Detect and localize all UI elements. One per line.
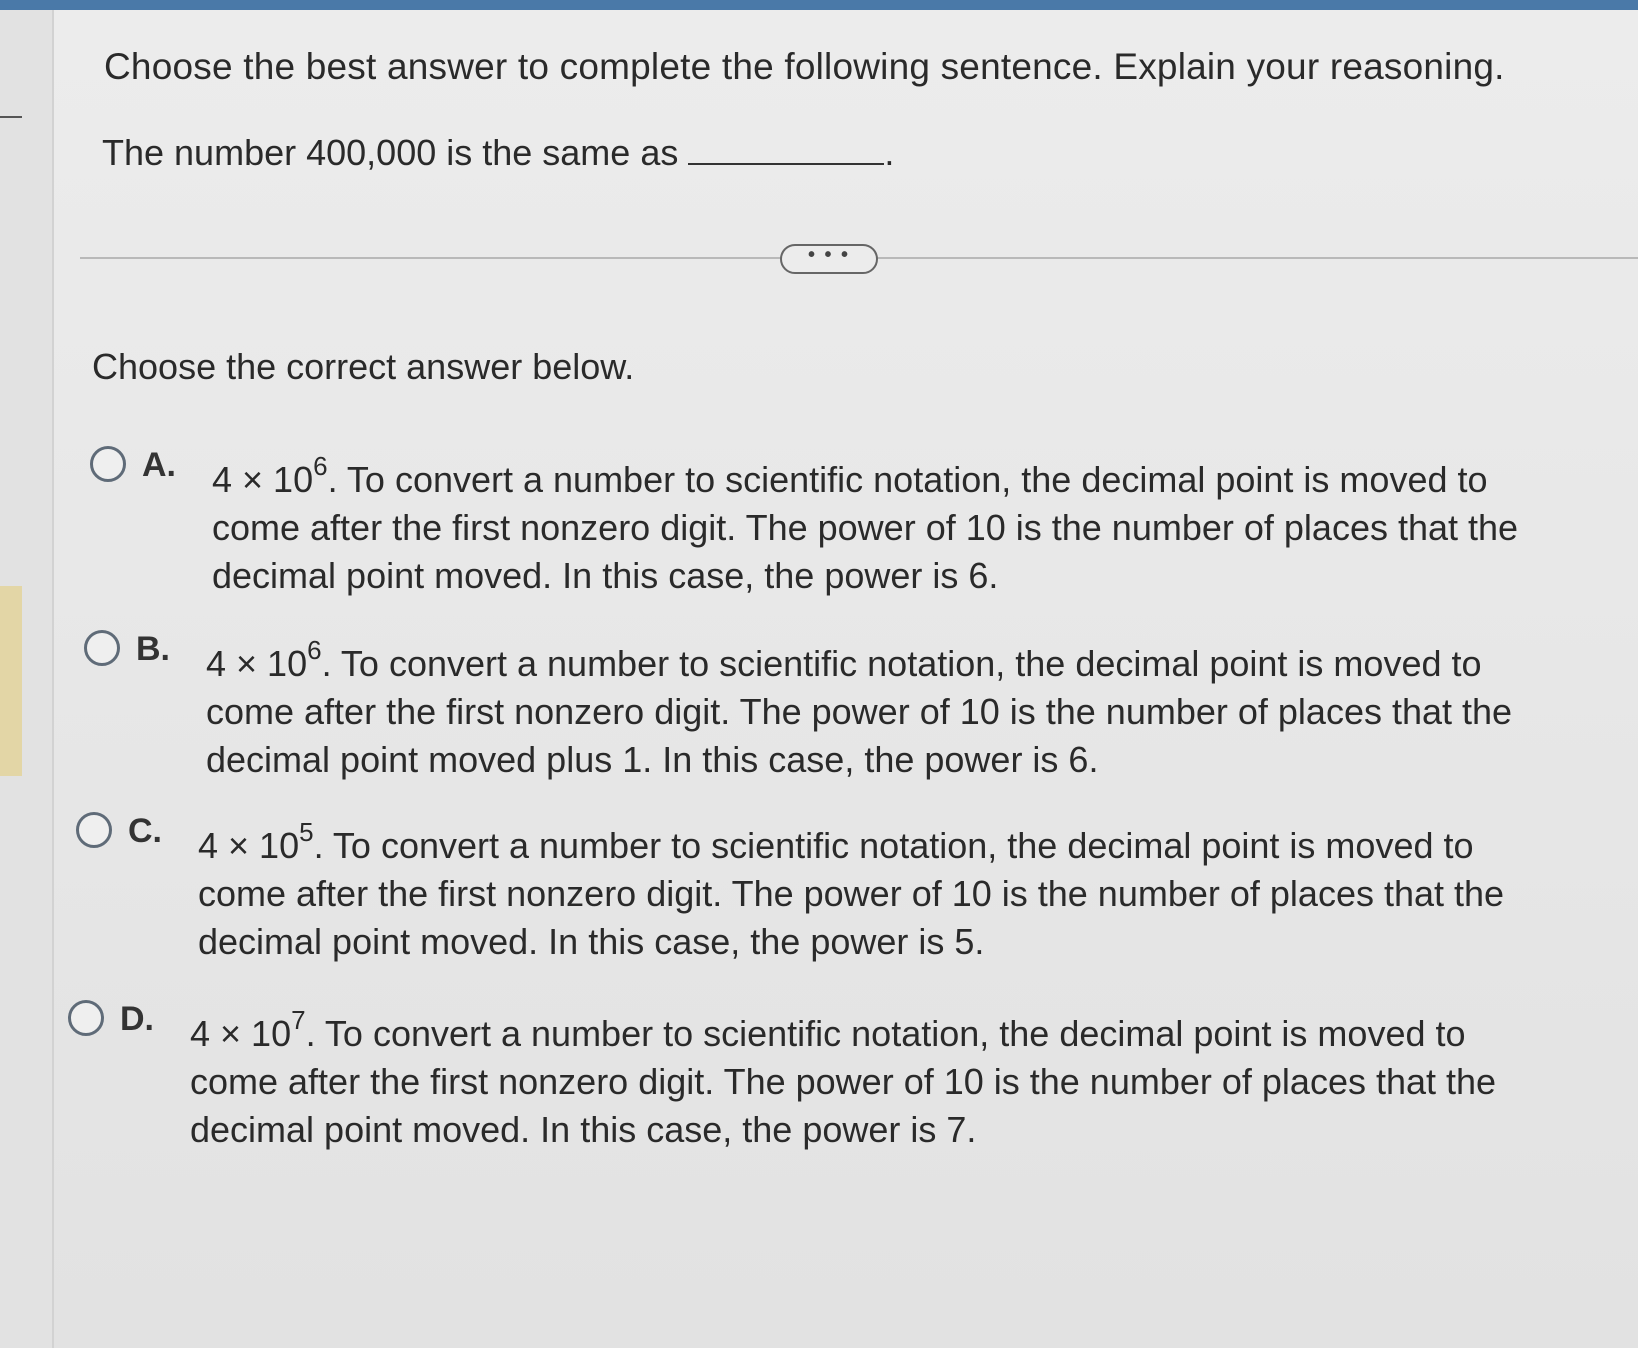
question-title: Choose the best answer to complete the following sentence. Explain your reasoning.	[104, 46, 1505, 87]
option-explanation: . To convert a number to scientific notation, the decimal point is moved to come after the first nonzero digit. The power of 10 is the number of places that the decimal point moved. In this case, the power is 6.	[212, 459, 1519, 596]
left-gutter	[0, 10, 54, 1348]
math-expression	[206, 635, 322, 684]
sentence-end: .	[884, 132, 895, 173]
radio-a[interactable]	[90, 446, 126, 482]
option-explanation: . To convert a number to scientific notation, the decimal point is moved to come after the first nonzero digit. The power of 10 is the number of places that the decimal point moved. In this case, the power is 5.	[198, 825, 1505, 962]
math-base: 4 × 10	[198, 825, 300, 866]
math-expression	[198, 817, 314, 866]
sentence-text: The number 400,000 is the same as	[102, 132, 679, 173]
math-exponent: 7	[291, 1005, 306, 1035]
math-base: 4 × 10	[190, 1013, 292, 1054]
option-explanation: . To convert a number to scientific notation, the decimal point is moved to come after the first nonzero digit. The power of 10 is the number of places that the decimal point moved. In this case, the power is 7.	[190, 1013, 1497, 1150]
option-text	[212, 446, 1582, 600]
radio-d[interactable]	[68, 1000, 104, 1036]
option-letter: B.	[136, 630, 170, 668]
radio-b[interactable]	[84, 630, 120, 666]
option-letter: C.	[128, 812, 162, 850]
option-explanation: . To convert a number to scientific notation, the decimal point is moved to come after the first nonzero digit. The power of 10 is the number of places that the decimal point moved plus 1. In this case, the power is 6.	[206, 643, 1513, 780]
radio-c[interactable]	[76, 812, 112, 848]
math-base: 4 × 10	[206, 643, 308, 684]
math-expression	[190, 1005, 306, 1054]
answer-blank	[688, 133, 884, 165]
instruction: Choose the correct answer below.	[92, 346, 635, 387]
more-button[interactable]: • • •	[780, 244, 878, 274]
option-letter: D.	[120, 1000, 154, 1038]
math-base: 4 × 10	[212, 459, 314, 500]
math-exponent: 5	[299, 817, 314, 847]
option-text	[190, 1000, 1560, 1154]
option-text	[198, 812, 1568, 966]
gutter-tick	[0, 116, 22, 118]
question-sentence	[102, 132, 894, 174]
math-expression	[212, 451, 328, 500]
top-bar	[0, 0, 1638, 10]
math-exponent: 6	[313, 451, 328, 481]
gutter-highlight	[0, 586, 22, 776]
option-text	[206, 630, 1576, 784]
option-letter: A.	[142, 446, 176, 484]
math-exponent: 6	[307, 635, 322, 665]
